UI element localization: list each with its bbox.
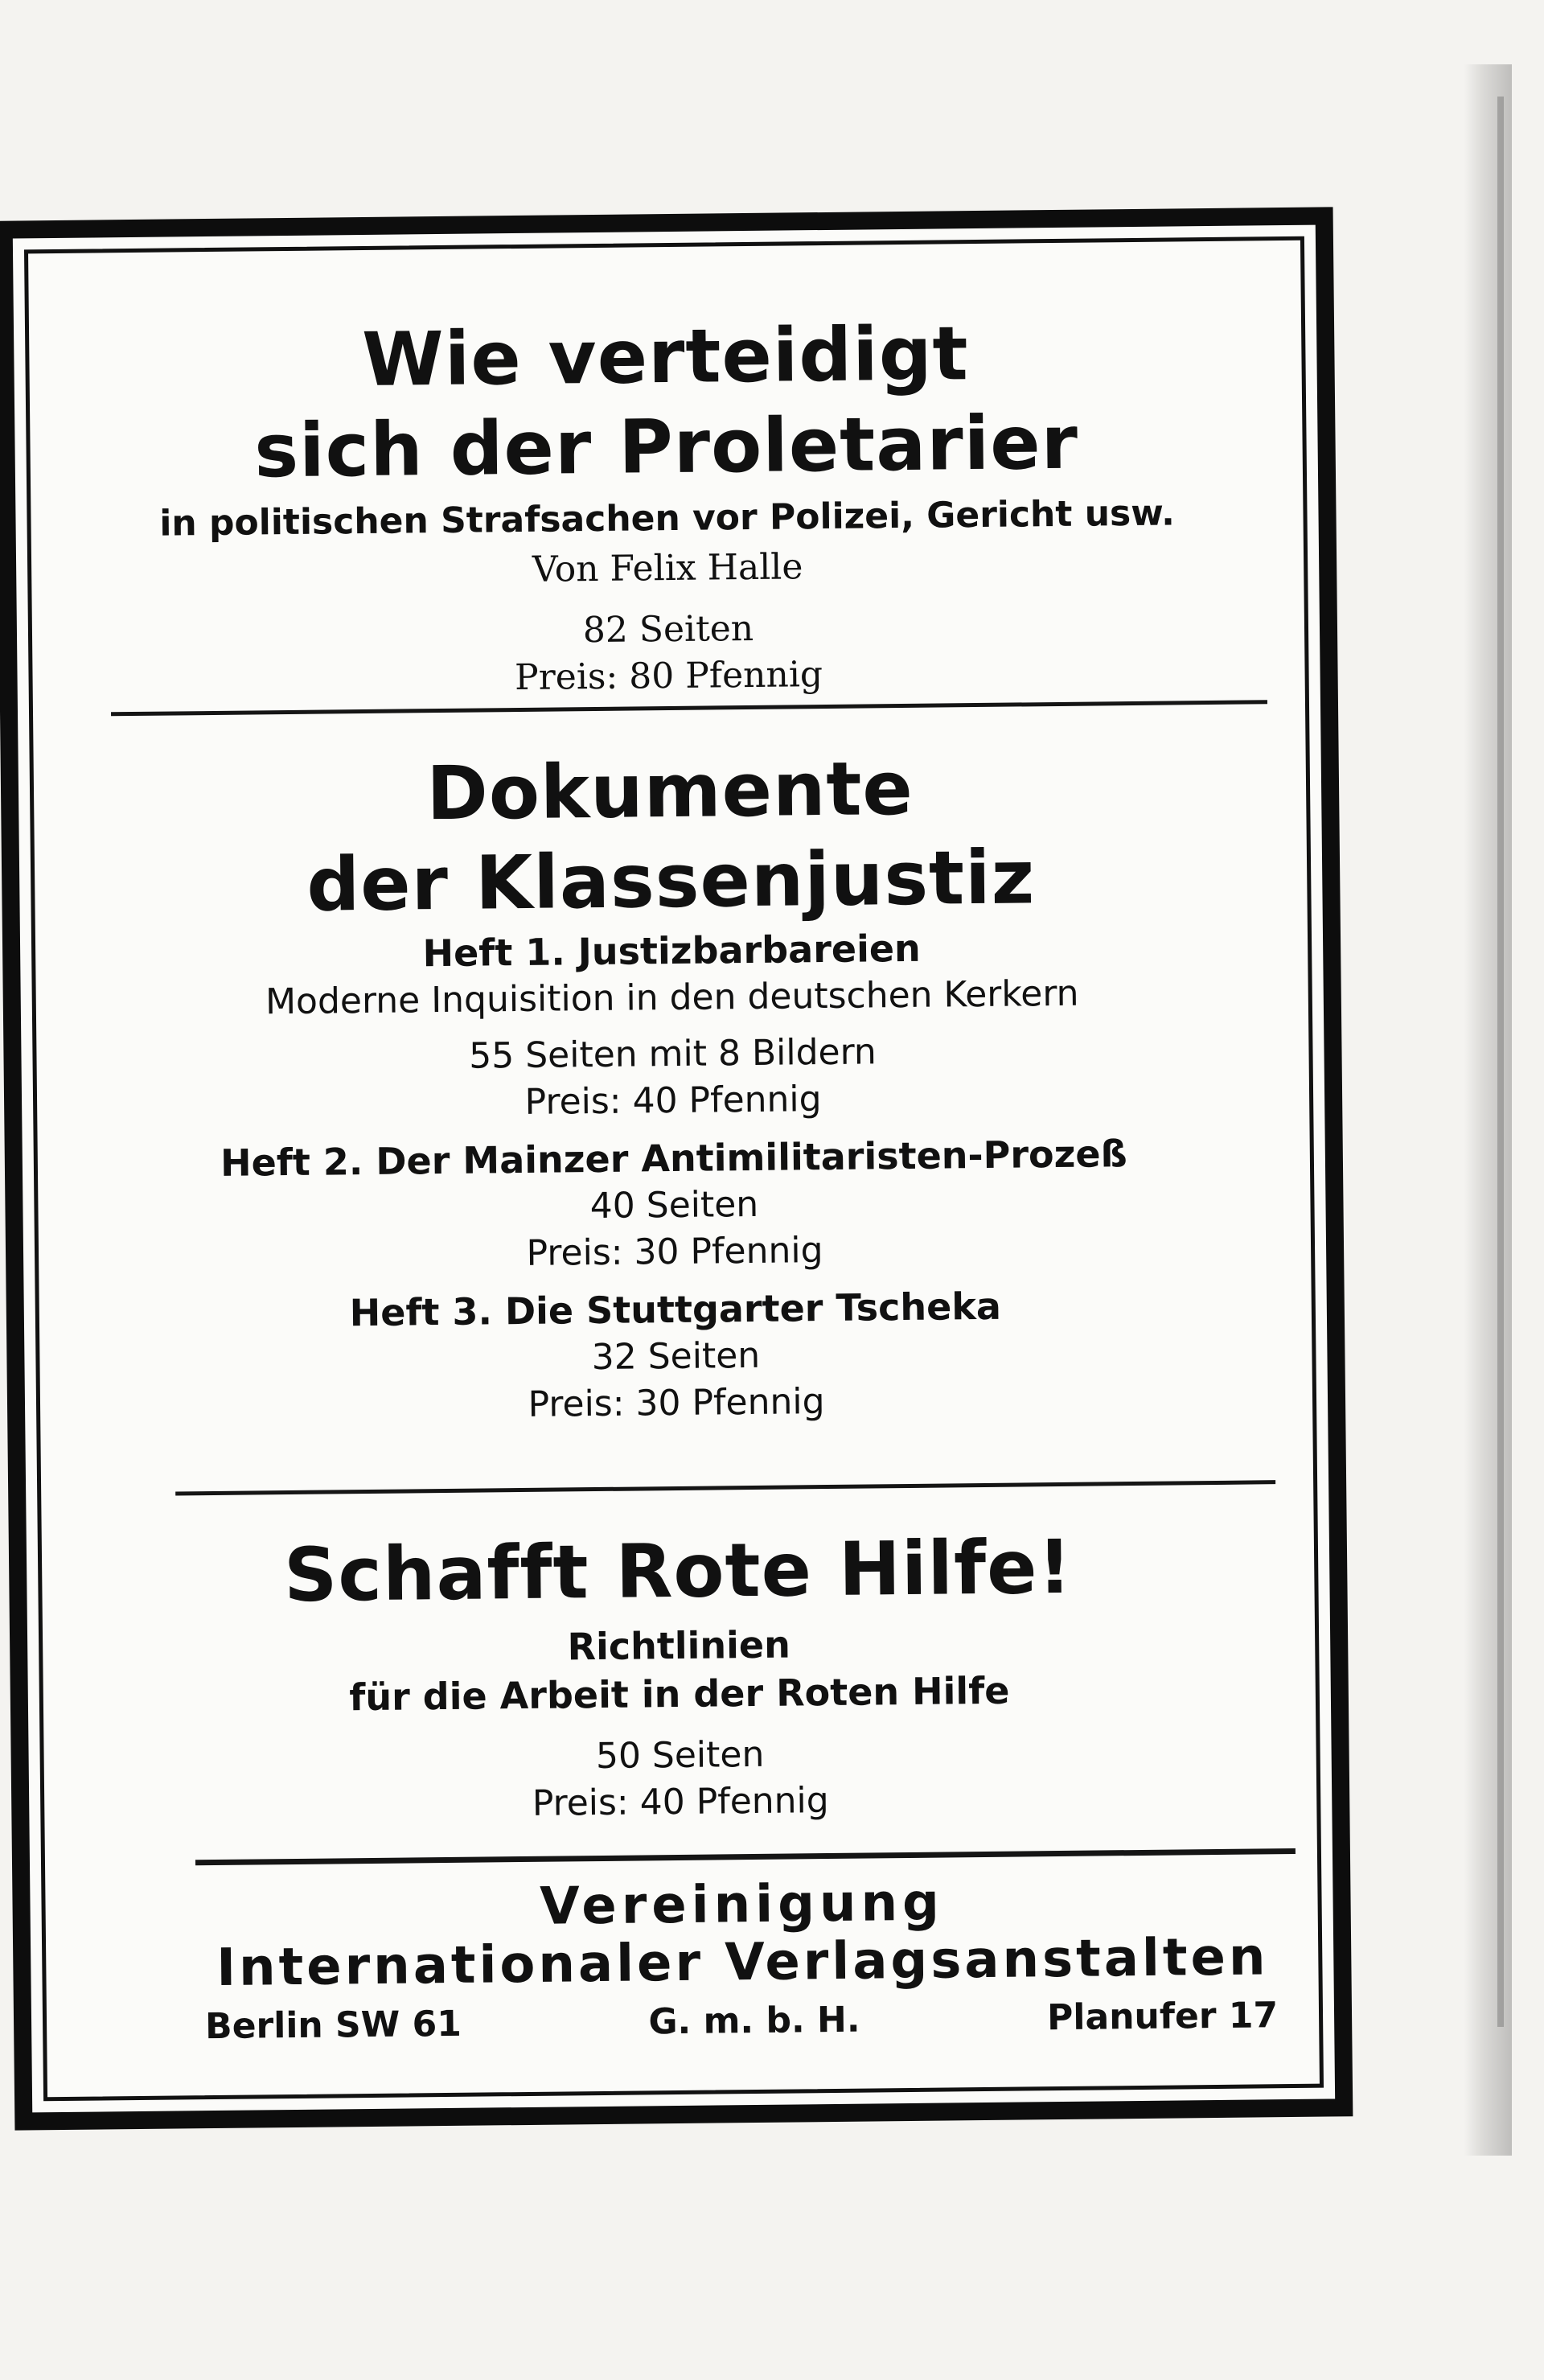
ad-halle-pages: 82 Seiten [582,607,754,652]
ad-rote-hilfe-subtitle-line1: Richtlinien [567,1622,791,1669]
ad-halle [43,306,1291,706]
publisher-city: Berlin SW 61 [204,2003,462,2048]
ad-rote-hilfe-title: Schafft Rote Hilfe! [283,1523,1073,1619]
heft1-title: Heft 1. Justizbarbareien [422,926,922,976]
page-edge-shadow [1464,64,1512,2156]
ad-rote-hilfe-pages: 50 Seiten [595,1733,765,1778]
heft2-pages: 40 Seiten [589,1183,759,1227]
divider-2 [175,1480,1275,1495]
heft2-title: Heft 2. Der Mainzer Antimilitaristen-Prozeß [220,1132,1127,1185]
advertisement-content [42,225,1306,2112]
ad-rote-hilfe-price: Preis: 40 Pfennig [532,1780,829,1824]
ad-rote-hilfe [55,1520,1304,1832]
divider-3 [195,1848,1296,1865]
heft2-price: Preis: 30 Pfennig [526,1230,823,1274]
heft1-pages: 55 Seiten mit 8 Bildern [468,1031,877,1077]
ad-halle-title-line1: Wie verteidigt [361,310,970,404]
ad-klassenjustiz-title-line1: Dokumente [425,745,914,837]
publisher-company-form: G. m. b. H. [648,1999,860,2043]
heft3-pages: 32 Seiten [591,1334,761,1379]
heft3-title: Heft 3. Die Stuttgarter Tscheka [349,1284,1002,1335]
ad-halle-price: Preis: 80 Pfennig [514,654,823,699]
publisher-line1: Vereinigung [539,1872,945,1937]
heft1-subtitle: Moderne Inquisition in den deutschen Kerkern [265,972,1079,1023]
publisher-block [179,1870,1304,1998]
ad-halle-subtitle: in politischen Strafsachen vor Polizei, Gericht usw. [159,492,1176,545]
ad-klassenjustiz-title-line2: der Klassenjustiz [306,834,1036,928]
publisher-street: Planufer 17 [1046,1995,1279,2039]
ad-halle-author: Von Felix Halle [532,546,803,590]
heft3-price: Preis: 30 Pfennig [528,1381,825,1425]
heft1-price: Preis: 40 Pfennig [524,1079,822,1123]
ad-klassenjustiz [47,740,1300,1433]
advertisement-frame [0,207,1353,2130]
publisher-line2: Internationaler Verlagsanstalten [216,1927,1269,1999]
ad-rote-hilfe-subtitle-line2: für die Arbeit in der Roten Hilfe [348,1668,1010,1720]
ad-halle-title-line2: sich der Proletarier [253,399,1079,495]
publisher-address-row [205,1993,1279,2049]
page-edge-line [1497,97,1504,2027]
